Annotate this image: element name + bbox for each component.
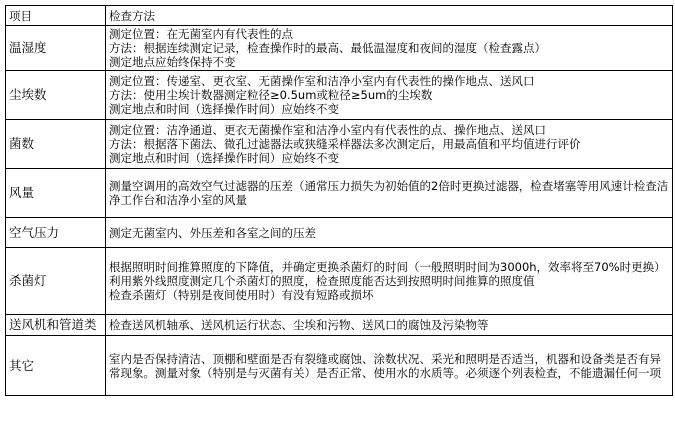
method-line: 测定地点应始终保持不变 — [109, 55, 236, 69]
header-method: 检查方法 — [106, 6, 673, 26]
row-method — [106, 218, 673, 248]
inspection-methods-table — [5, 5, 673, 396]
row-method — [106, 169, 673, 218]
row-method — [106, 248, 673, 315]
row-item: 温湿度 — [6, 26, 106, 71]
table-header-row — [6, 6, 673, 26]
method-line: 检查杀菌灯（特别是夜间使用时）有没有短路或损坏 — [109, 288, 374, 302]
method-line: 测定位置：传递室、更衣室、无菌操作室和洁净小室内有代表性的操作地点、送风口 — [109, 74, 535, 88]
method-line: 方法：使用尘埃计数器测定粒径≥0.5um或粒径≥5um的尘埃数 — [109, 88, 433, 102]
method-line: 测定位置：洁净通道、更衣无菌操作室和洁净小室内有代表性的点、操作地点、送风口 — [109, 123, 546, 137]
method-line: 测定位置：在无菌室内有代表性的点 — [109, 27, 293, 41]
method-line: 测定地点和时间（选择操作时间）应始终不变 — [109, 151, 339, 165]
row-method — [106, 315, 673, 336]
row-method — [106, 336, 673, 396]
method-line: 根据照明时间推算照度的下降值，并确定更换杀菌灯的时间（一般照明时间为3000h，效率将至70%时更换） — [109, 260, 666, 274]
row-item: 尘埃数 — [6, 71, 106, 120]
table-row — [6, 71, 673, 120]
table-row — [6, 120, 673, 169]
row-item: 菌数 — [6, 120, 106, 169]
table-row — [6, 26, 673, 71]
method-line: 测定无菌室内、外压差和各室之间的压差 — [109, 225, 316, 240]
table-row — [6, 248, 673, 315]
method-line: 检查送风机轴承、送风机运行状态、尘埃和污物、送风口的腐蚀及污染物等 — [109, 318, 489, 332]
row-item: 空气压力 — [6, 218, 106, 248]
method-line: 利用紫外线照度测定几个杀菌灯的照度，检查照度能否达到按照明时间推算的照度值 — [109, 274, 535, 288]
method-line: 测量空调用的高效空气过滤器的压差（通常压力损失为初始值的2倍时更换过滤器，检查堵塞等用风速计检查洁净工作台和洁净小室的风量 — [109, 179, 669, 207]
row-method — [106, 71, 673, 120]
table-row — [6, 169, 673, 218]
row-item: 杀菌灯 — [6, 248, 106, 315]
row-item: 风量 — [6, 169, 106, 218]
method-line: 方法：根据连续测定记录，检查操作时的最高、最低温湿度和夜间的湿度（检查露点） — [109, 41, 546, 55]
row-item: 送风机和管道类 — [6, 315, 106, 336]
row-method — [106, 26, 673, 71]
row-method — [106, 120, 673, 169]
method-line: 测定地点和时间（选择操作时间）应始终不变 — [109, 102, 339, 116]
table-row — [6, 315, 673, 336]
method-line: 室内是否保持清洁、顶棚和壁面是否有裂缝或腐蚀、涂数状况、采光和照明是否适当，机器和设备类是否有异常现象。测量对象（特别是与灭菌有关）是否正常、使用水的水质等。必须逐个列表检查，不能遗漏任何一项 — [109, 351, 661, 380]
table-row — [6, 218, 673, 248]
row-item: 其它 — [6, 336, 106, 396]
inspection-table-container — [5, 5, 672, 396]
method-line: 方法：根据落下菌法、微孔过滤器法或狭缝采样器法多次测定后，用最高值和平均值进行评价 — [109, 137, 581, 151]
table-row — [6, 336, 673, 396]
header-item: 项目 — [6, 6, 106, 26]
